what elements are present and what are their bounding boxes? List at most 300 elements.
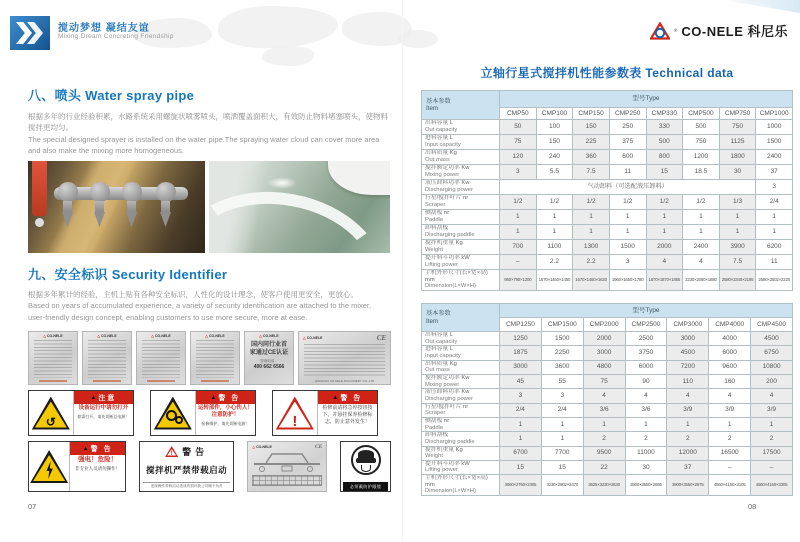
model-cell: CMP150 — [573, 108, 610, 120]
pipe-elbow — [90, 182, 110, 202]
model-cell: CMP100 — [536, 108, 573, 120]
value-cell: 7.5 — [719, 255, 756, 270]
value-cell: 75 — [500, 135, 537, 150]
value-cell: 3000 — [500, 360, 542, 374]
description-english: The special designed sprayer is installed on the water pipe.The spraying water cloud can cover more area and also make the mixing more homogeneous. — [28, 134, 380, 155]
value-cell: 1960×1650×1780 — [609, 270, 646, 291]
value-cell: 55 — [541, 374, 583, 388]
value-cell: 3750 — [625, 346, 667, 360]
exclamation-icon: ! — [170, 450, 173, 457]
value-cell: 3/6 — [625, 403, 667, 417]
value-cell: 3/6 — [583, 403, 625, 417]
mixer-housing — [328, 161, 390, 195]
value-cell: 37 — [667, 460, 709, 474]
value-cell: 4500 — [667, 346, 709, 360]
english-nameplate — [298, 331, 391, 385]
value-cell: 1/2 — [646, 195, 683, 210]
water-spray-description — [28, 111, 390, 156]
warning-subtext: 检修维护，请先切断电源！ — [201, 420, 250, 426]
value-cell: 50 — [500, 120, 537, 135]
value-cell: 1/3 — [719, 195, 756, 210]
row-label-cell: 出料容量 L Out capacity — [422, 332, 500, 346]
value-cell: 4 — [625, 389, 667, 403]
table-row — [422, 270, 793, 291]
electric-symbol — [29, 442, 69, 491]
value-cell: 2250 — [541, 346, 583, 360]
model-cell: CMP1500 — [541, 318, 583, 332]
model-cell: CMP750 — [719, 108, 756, 120]
brand-arrow-logo — [10, 16, 50, 50]
value-cell: 11 — [756, 255, 793, 270]
value-cell: 3/9 — [667, 403, 709, 417]
value-cell: 2580×2340×2195 — [719, 270, 756, 291]
red-triangle-icon — [276, 397, 314, 430]
ce-certification-plate — [244, 331, 294, 385]
photo-spray-nozzles — [28, 161, 205, 253]
value-cell: 1 — [573, 210, 610, 225]
value-cell: 1 — [536, 225, 573, 240]
value-cell: 110 — [667, 374, 709, 388]
value-cell: 12000 — [667, 446, 709, 460]
value-cell: 3060×2760×2305 — [500, 475, 542, 496]
row-label-cell: 侧刮板 nr Paddle — [422, 210, 500, 225]
value-cell: 150 — [573, 120, 610, 135]
row-label-cell: 行星/搅拌叶片 nr Scraper — [422, 403, 500, 417]
value-cell: 1 — [536, 210, 573, 225]
spray-nozzle — [62, 212, 73, 227]
warning-label-electric — [28, 441, 126, 492]
value-cell: 30 — [719, 165, 756, 180]
value-cell: 2 — [709, 432, 751, 446]
spec-grid — [252, 475, 322, 486]
red-valve — [32, 161, 47, 216]
warning-text: 检修前请将急停按钮按下，并悬挂保养检修标志，防止意外发生！ — [322, 405, 373, 425]
mini-triangle-icon: △ — [205, 334, 208, 338]
page-number-right: 08 — [748, 502, 757, 511]
value-cell: 3900 — [719, 240, 756, 255]
value-cell: 2.2 — [536, 255, 573, 270]
table-row — [422, 360, 793, 374]
value-cell: 375 — [609, 135, 646, 150]
value-cell: 2400 — [756, 150, 793, 165]
value-cell: 2/4 — [500, 403, 542, 417]
row-label-cell: 搅拌额定功率 Kw Mixing power — [422, 374, 500, 388]
spray-nozzle — [160, 212, 171, 227]
value-cell: 1500 — [609, 240, 646, 255]
value-cell: 37 — [756, 165, 793, 180]
caution-subtext: 如需打开，请先切断总电源！ — [77, 413, 130, 419]
table-row — [422, 255, 793, 270]
fine-print-lines — [304, 344, 385, 378]
corner-decoration — [710, 0, 800, 13]
value-cell: 1 — [756, 210, 793, 225]
warning-triangle-icon: ▲ — [210, 394, 217, 401]
nameplate-brand: △ CO-NELE — [252, 445, 272, 449]
page-divider — [402, 0, 403, 542]
item-header-cell: 基本参数 Item — [422, 304, 500, 332]
value-cell: 1 — [609, 225, 646, 240]
warning-header: ▲ 警 告 — [70, 442, 125, 455]
value-cell: 6700 — [500, 446, 542, 460]
goggles-mandatory-label — [340, 441, 391, 492]
world-map-watermark — [218, 6, 338, 48]
value-cell: 1800 — [719, 150, 756, 165]
value-cell: 4 — [583, 389, 625, 403]
value-cell: 120 — [500, 150, 537, 165]
row-label-cell: 搅拌机重量 Kg Weight — [422, 446, 500, 460]
value-cell: 18.5 — [683, 165, 720, 180]
model-cell: CMP330 — [646, 108, 683, 120]
mini-triangle-icon: △ — [97, 334, 100, 338]
world-map-watermark — [398, 30, 438, 48]
mini-triangle-icon: △ — [151, 334, 154, 338]
row-label-cell: 进料容量 L Input capacity — [422, 135, 500, 150]
table-row — [422, 135, 793, 150]
photo-mixer-interior — [209, 161, 390, 253]
value-cell: 1875 — [500, 346, 542, 360]
table-row — [422, 460, 793, 474]
table-row — [422, 374, 793, 388]
spray-nozzle — [94, 212, 105, 227]
valve-knob — [35, 218, 44, 227]
value-cell: 2230×2080×1880 — [683, 270, 720, 291]
value-cell: 1 — [646, 210, 683, 225]
value-cell: 3/9 — [751, 403, 793, 417]
value-cell: 4000 — [709, 332, 751, 346]
value-cell: 1 — [756, 225, 793, 240]
value-cell: 1000 — [756, 120, 793, 135]
value-cell: 160 — [709, 374, 751, 388]
table-row — [422, 446, 793, 460]
co-nele-logo — [650, 21, 788, 40]
row-label-cell: 出料质量 Kg Out mass — [422, 150, 500, 165]
type-header-cell: 型号Type — [500, 91, 793, 108]
goggles-text: 必须戴防护眼镜 — [343, 482, 388, 491]
table-row — [422, 165, 793, 180]
row-label-cell: 出料容量 L Out capacity — [422, 120, 500, 135]
nameplate-brand: △ CO-NELE — [151, 334, 171, 338]
value-cell: 600 — [609, 150, 646, 165]
value-cell: 3 — [500, 389, 542, 403]
value-cell: 1 — [719, 225, 756, 240]
value-cell: 3230×2902×2470 — [541, 475, 583, 496]
value-cell: 1 — [625, 417, 667, 431]
value-cell: 1670×1460×1620 — [573, 270, 610, 291]
value-cell: 750 — [719, 120, 756, 135]
company-name: QINGDAO CO-NELE MACHINERY CO.,LTD — [314, 379, 375, 383]
value-cell: 950×790×1200 — [500, 270, 537, 291]
row-label-cell: 主机外形尺寸(长×宽×高) mm Dimension(L×W×H) — [422, 270, 500, 291]
nameplate-brand: △ CO-NELE — [303, 336, 323, 340]
row-label-cell: 提升料斗功率 kW Lifting power — [422, 255, 500, 270]
value-cell: 6750 — [751, 346, 793, 360]
world-map-watermark — [262, 46, 314, 66]
value-cell: 1 — [709, 417, 751, 431]
value-cell: 3 — [756, 180, 793, 195]
technical-data-title: 立轴行星式搅拌机性能参数表 Technical data — [480, 66, 734, 80]
warning-text: 运转部件，小心伤人！ 注意防护！ — [197, 405, 253, 418]
row-label-cell: 液压卸料功率 Kw Discharging power — [422, 180, 500, 195]
chevron-icon — [16, 22, 32, 44]
value-cell: 4560×4150×3105 — [709, 475, 751, 496]
phone-number: 400 662 6566 — [253, 364, 285, 371]
value-cell: 5.5 — [536, 165, 573, 180]
value-cell: 1250 — [500, 332, 542, 346]
table-row — [422, 346, 793, 360]
caution-label-rotating — [28, 390, 134, 436]
value-cell: 2 — [583, 432, 625, 446]
warning-triangle-icon: ▲ — [332, 394, 339, 401]
value-cell: 1 — [573, 225, 610, 240]
table-header-row — [422, 91, 793, 108]
value-cell: 3900×3550×2695 — [625, 475, 667, 496]
value-cell: 3900×3550×2975 — [667, 475, 709, 496]
value-cell: 200 — [751, 374, 793, 388]
description-english: Based on years of accumulated experience, a variety of security identification are attached to the mixer, user-friendly design concept, enabling customers to use more secure, more at ease. — [28, 301, 372, 322]
description-chinese: 根据多年的行业经验积累，水路系统采用螺旋状喷雾喷头，喷洒覆盖面积大，有效防止物料堵塞喷头，使物料搅拌更均匀。 — [28, 112, 388, 133]
value-cell: 1 — [751, 417, 793, 431]
brand-name: CO-NELE 科尼乐 — [681, 24, 788, 39]
value-cell: 1870×1870×1855 — [646, 270, 683, 291]
section-heading-security: 九、安全标识 Security Identifier — [28, 267, 228, 282]
warning-subtext: 非专业人员请勿操作！ — [75, 466, 121, 472]
value-cell: 1500 — [756, 135, 793, 150]
table-row — [422, 432, 793, 446]
slogan-chinese: 搅动梦想 凝结友谊 — [58, 23, 150, 34]
warning-header: ▲ 警 告 — [318, 391, 377, 404]
value-cell: 7200 — [667, 360, 709, 374]
value-cell: 10800 — [751, 360, 793, 374]
pipe-elbow — [122, 182, 142, 202]
nameplate-footer — [39, 380, 67, 382]
spec-nameplate — [28, 331, 78, 385]
value-cell: 240 — [536, 150, 573, 165]
table-row — [422, 417, 793, 431]
value-cell: 1670×1460×1450 — [536, 270, 573, 291]
exclamation-icon: ! — [292, 412, 298, 430]
exclamation-symbol — [273, 391, 317, 435]
warning-labels-row-1 — [28, 390, 391, 436]
model-cell: CMP4500 — [751, 318, 793, 332]
model-cell: CMP2000 — [583, 318, 625, 332]
table-row — [422, 150, 793, 165]
co-nele-triangle-icon — [650, 22, 670, 40]
technical-data-table-2 — [421, 303, 793, 496]
value-cell: 90 — [625, 374, 667, 388]
ce-mark: CE — [315, 444, 323, 450]
value-cell: 3/9 — [709, 403, 751, 417]
value-cell: 700 — [500, 240, 537, 255]
value-cell: 4 — [709, 389, 751, 403]
warning-label-no-load-start — [139, 441, 234, 492]
value-cell: 1 — [500, 432, 542, 446]
value-cell: 750 — [683, 135, 720, 150]
mini-triangle-icon: △ — [303, 336, 306, 340]
nameplate-brand: △ CO-NELE — [205, 334, 225, 338]
warning-header: ! 警告 — [165, 445, 208, 458]
machine-diagram-plate — [247, 441, 327, 492]
nameplates-row — [28, 331, 391, 385]
value-cell: 1 — [667, 417, 709, 431]
row-label-cell: 侧刮板 nr Paddle — [422, 417, 500, 431]
row-label-cell: 行星/搅拌叶片 nr Scraper — [422, 195, 500, 210]
value-cell: 2/4 — [756, 195, 793, 210]
value-cell: 7700 — [541, 446, 583, 460]
value-cell: 6000 — [709, 346, 751, 360]
technical-data-table-1 — [421, 90, 793, 291]
ce-mark: CE — [376, 334, 387, 342]
value-cell: 3000 — [667, 332, 709, 346]
table-row — [422, 210, 793, 225]
table-row — [422, 180, 793, 195]
goggles-icon — [351, 445, 381, 475]
value-cell: 3 — [541, 389, 583, 403]
value-cell: 3 — [500, 165, 537, 180]
value-cell: 500 — [683, 120, 720, 135]
caution-header: ▲ 注意 — [74, 391, 133, 404]
value-cell: 4500 — [751, 332, 793, 346]
row-label-cell: 出料质量 Kg Out mass — [422, 360, 500, 374]
value-cell: 15 — [541, 460, 583, 474]
value-cell: 1 — [683, 225, 720, 240]
mini-triangle-icon: △ — [43, 334, 46, 338]
value-cell: 3 — [609, 255, 646, 270]
value-cell: 800 — [646, 150, 683, 165]
table-row — [422, 225, 793, 240]
value-cell: 3625×3230×2630 — [583, 475, 625, 496]
value-cell: 6000 — [625, 360, 667, 374]
value-cell: – — [751, 460, 793, 474]
nozzle-stem — [63, 201, 72, 212]
value-cell: 2/4 — [541, 403, 583, 417]
value-cell: 1500 — [541, 332, 583, 346]
mini-triangle-icon: △ — [259, 334, 262, 338]
value-cell: 225 — [573, 135, 610, 150]
caution-text: 设备运行中请勿打开 — [78, 405, 129, 411]
value-cell: 500 — [646, 135, 683, 150]
value-cell: 45 — [500, 374, 542, 388]
fine-print-lines — [88, 340, 126, 378]
value-cell: 11000 — [625, 446, 667, 460]
ce-plate-text: 国内同行业首 家通过CE认证 — [249, 342, 289, 357]
nameplate-footer — [147, 380, 175, 382]
value-cell: 75 — [583, 374, 625, 388]
value-cell: 1 — [500, 210, 537, 225]
model-cell: CMP250 — [609, 108, 646, 120]
value-cell: 6200 — [756, 240, 793, 255]
warning-label-pinch — [150, 390, 256, 436]
section-heading-water-spray: 八、喷头 Water spray pipe — [28, 88, 195, 103]
value-cell: 250 — [609, 120, 646, 135]
mixer-line-drawing — [250, 450, 324, 474]
slogan-english: Mixing Dream Concreting Friendship — [58, 33, 174, 40]
value-cell: 30 — [625, 460, 667, 474]
warning-subtext: 违规操作带载启动造成的损坏我公司概不负责 — [143, 482, 230, 489]
pipe-elbow — [156, 182, 176, 202]
value-cell: 1 — [500, 417, 542, 431]
table-row — [422, 403, 793, 417]
value-cell: 气动卸料（可选配液压卸料） — [500, 180, 756, 195]
row-label-cell: 进料容量 L Input capacity — [422, 346, 500, 360]
value-cell: 22 — [583, 460, 625, 474]
mini-triangle-icon: △ — [252, 445, 256, 449]
value-cell: 16500 — [709, 446, 751, 460]
model-cell: CMP2500 — [625, 318, 667, 332]
pipe-elbow — [58, 182, 78, 202]
table-row — [422, 120, 793, 135]
value-cell: 15 — [646, 165, 683, 180]
caution-symbol — [29, 391, 73, 435]
value-cell: – — [500, 255, 537, 270]
yellow-triangle-icon — [154, 397, 192, 430]
row-label-cell: 提升料斗功率 kW Lifting power — [422, 460, 500, 474]
value-cell: 2.2 — [573, 255, 610, 270]
table-row — [422, 195, 793, 210]
value-cell: 3000 — [583, 346, 625, 360]
yellow-triangle-icon — [32, 397, 70, 430]
spec-nameplate — [82, 331, 132, 385]
value-cell: 1 — [583, 417, 625, 431]
nameplate-brand: △ CO-NELE — [259, 334, 279, 338]
nameplate-brand: △ CO-NELE — [97, 334, 117, 338]
value-cell: 2000 — [646, 240, 683, 255]
value-cell: 1 — [719, 210, 756, 225]
value-cell: 11 — [609, 165, 646, 180]
warning-main-text: 搅拌机严禁带载启动 — [146, 465, 228, 475]
value-cell: 1200 — [683, 150, 720, 165]
value-cell: 2 — [751, 432, 793, 446]
table-header-row — [422, 304, 793, 318]
row-label-cell: 液压卸料功率 Kw Discharging power — [422, 389, 500, 403]
value-cell: 4560×4150×3305 — [751, 475, 793, 496]
nameplate-brand: △ CO-NELE — [43, 334, 63, 338]
warning-label-service — [272, 390, 378, 436]
value-cell: 4 — [683, 255, 720, 270]
model-cell: CMP500 — [683, 108, 720, 120]
value-cell: 2400 — [683, 240, 720, 255]
value-cell: 2000 — [583, 332, 625, 346]
nameplate-footer — [93, 380, 121, 382]
value-cell: 4 — [646, 255, 683, 270]
gear-icon — [175, 416, 183, 424]
fine-print-lines — [142, 340, 180, 378]
table-row — [422, 389, 793, 403]
rotation-arrows-icon: ↺ — [45, 414, 56, 429]
table-row — [422, 240, 793, 255]
value-cell: 9500 — [583, 446, 625, 460]
warning-triangle-icon: ▲ — [82, 445, 89, 452]
spec-nameplate — [190, 331, 240, 385]
value-cell: 3600 — [541, 360, 583, 374]
value-cell: 330 — [646, 120, 683, 135]
value-cell: 1/2 — [500, 195, 537, 210]
fine-print-lines — [196, 340, 234, 378]
warning-text: 强电！危险！ — [78, 456, 118, 463]
row-label-cell: 搅拌额定功率 Kw Mixing power — [422, 165, 500, 180]
model-cell: CMP1250 — [500, 318, 542, 332]
type-header-cell: 型号Type — [500, 304, 793, 318]
value-cell: 4800 — [583, 360, 625, 374]
red-triangle-icon — [165, 446, 178, 457]
registered-mark: ® — [674, 28, 678, 33]
value-cell: 9600 — [709, 360, 751, 374]
nozzle-stem — [95, 201, 104, 212]
pinch-symbol — [151, 391, 195, 435]
value-cell: 150 — [536, 135, 573, 150]
row-label-cell: 搅拌机重量 Kg Weight — [422, 240, 500, 255]
value-cell: 1100 — [536, 240, 573, 255]
value-cell: 1 — [609, 210, 646, 225]
